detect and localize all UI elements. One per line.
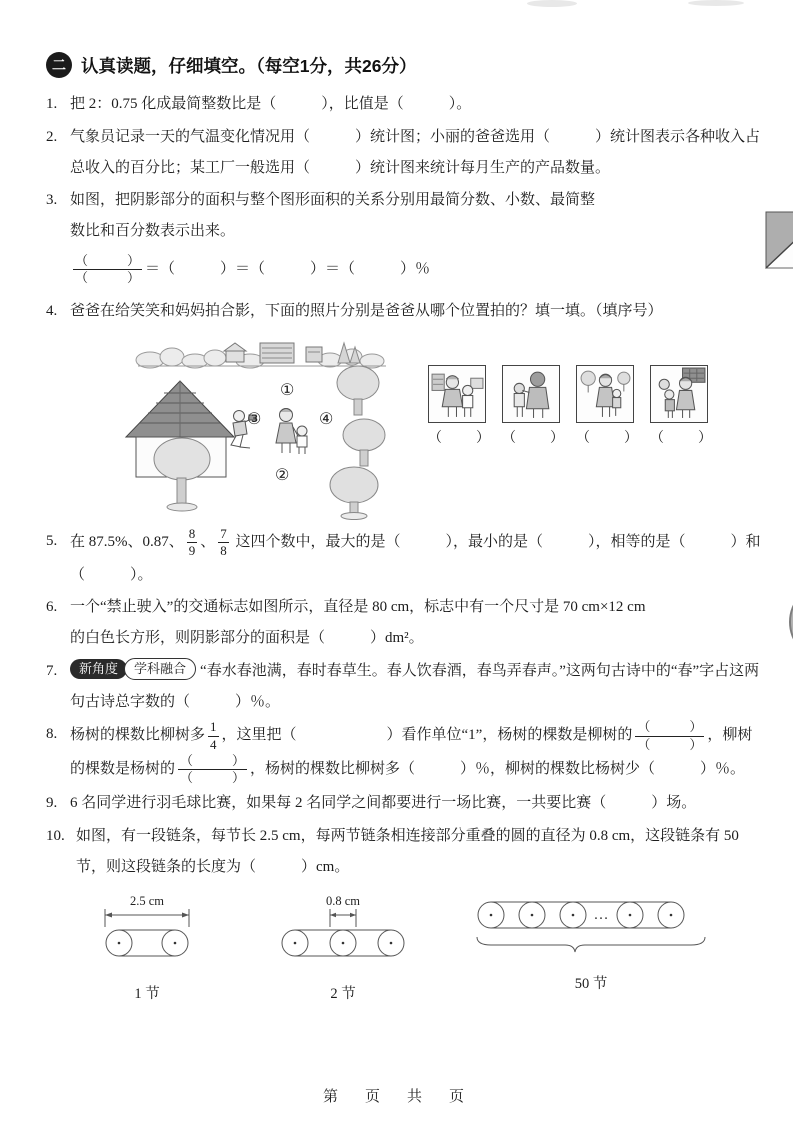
q3-shaded-figure [765,211,793,281]
q4-photo-4 [650,365,708,423]
chain-diagram-50-links [471,893,711,1000]
section-header [46,52,763,78]
question-number: 2. [46,128,58,145]
question-10 [46,821,763,1010]
q4-photo-1 [428,365,486,423]
chain-dim-label: 2.5 cm [129,893,165,908]
horizon-house-icon [224,343,246,362]
q4-photos [428,365,714,520]
question-text: 一个“禁止驶入”的交通标志如图所示，直径是 80 cm，标志中有一个尺寸是 70 cm×12 cm 的白色长方形，则阴影部分的面积是（ ）dm²。 [70,599,646,646]
question-text: ，这里把（ ）看作单位“1”，杨树的棵数是柳树的 [221,727,633,744]
q7-badge-subject-fusion: 学科融合 [124,658,196,680]
mother-and-child-icon [276,409,307,455]
fraction-7-8: $\frac{7}{8}$ [220,526,227,559]
q3-fraction-blank: $\frac{( )}{( )}$ [75,252,141,285]
q4-photo-2 [502,365,560,423]
chain-diagram-2-links [273,893,413,1010]
chain-50-svg [471,893,711,957]
q3-answer-blanks [70,253,603,287]
q6-no-entry-sign [787,580,793,676]
q10-chain-diagrams [101,893,763,1010]
question-text: 气象员记录一天的气温变化情况用（ ）统计图；小丽的爸爸选用（ ）统计图表示各种收入占总收入的百分比；某工厂一般选用（ ）统计图来统计每月生产的产品数量。 [70,128,761,176]
question-5 [46,526,763,590]
fraction-1-4: $\frac{1}{4}$ [210,719,217,752]
question-number: 7. [46,662,58,679]
question-text: 爸爸在给笑笑和妈妈拍合影，下面的照片分别是爸爸从哪个位置拍的？填一填。（填序号） [70,303,663,320]
photo-blank: （ ） [502,431,566,446]
no-entry-sign-icon [787,580,793,664]
question-text: 如图，有一段链条，每节长 2.5 cm，每两节链条相连接部分重叠的圆的直径为 0.8 cm，这段链条有 50 节，则这段链条的长度为（ ）cm。 [76,828,739,875]
question-number: 9. [46,795,58,812]
fraction-8-9: $\frac{8}{9}$ [188,526,196,559]
question-number: 8. [46,726,58,743]
chain-ellipsis: … [593,906,609,923]
horizon-buildings-icon [260,343,322,363]
chain-1-svg [101,893,193,967]
question-text: “春水春池满，春时春草生。春人饮春酒，春鸟弄春声。”这两句古诗中的“春”字占这两句古诗总字数的（ ）％。 [70,662,760,710]
section-number-icon: 二 [46,52,72,78]
question-9 [46,788,763,819]
question-6 [46,592,763,654]
question-number: 4. [46,303,58,320]
q4-figure [100,335,763,520]
question-3 [46,185,763,286]
scan-artifact [688,0,744,6]
q8-fraction-blank-2: $\frac{( )}{( )}$ [180,752,246,785]
chain-caption: 1 节 [134,986,160,1003]
q3-equation-blanks: ＝（ ）＝（ ）＝（ ）％ [145,261,431,278]
question-text: ，柳树的棵数是杨树的 [70,727,753,777]
position-label-2: ② [275,467,290,484]
right-trees-icon [330,366,385,520]
chain-caption: 2 节 [330,986,356,1003]
photo-blank: （ ） [576,431,640,446]
q4-photo-item-1 [428,365,492,454]
question-text: 杨树的棵数比柳树多 [70,727,206,744]
chain-dim-label: 0.8 cm [325,893,361,908]
question-text: 这四个数中，最大的是（ ），最小的是（ ），相等的是（ ）和（ ）。 [70,534,761,583]
question-text: ，杨树的棵数比柳树多（ ）％，柳树的棵数比杨树少（ ）％。 [250,760,746,777]
chain-caption: 50 节 [574,976,608,993]
position-label-4: ④ [319,411,334,428]
q4-photo-item-3 [576,365,640,454]
q8-fraction-blank-1: $\frac{( )}{( )}$ [637,719,703,752]
question-text: 在 87.5%、0.87、 [70,534,184,551]
question-2 [46,122,763,184]
q4-photo-item-4 [650,365,714,454]
question-number: 1. [46,96,58,112]
question-number: 10. [46,828,65,844]
q4-photo-3 [576,365,634,423]
q7-badge-new-angle: 新角度 [70,659,127,679]
page-footer: 第 页 共 页 [322,1089,470,1105]
q4-photo-item-2 [502,365,566,454]
question-number: 6. [46,599,58,616]
photo-blank: （ ） [650,431,714,446]
question-text: 如图，把阴影部分的面积与整个图形面积的关系分别用最简分数、小数、最简整数比和百分数表示出来。 [70,192,596,239]
question-1 [46,89,763,120]
q3-figure-svg [765,211,793,269]
chain-2-svg [273,893,413,967]
q4-scene-illustration [100,335,400,520]
question-number: 5. [46,533,58,549]
question-text: 把 2：0.75 化成最简整数比是（ ），比值是（ ）。 [70,96,472,112]
question-text: 6 名同学进行羽毛球比赛，如果每 2 名同学之间都要进行一场比赛，一共要比赛（ ）场。 [70,795,697,812]
photo-blank: （ ） [428,431,492,446]
position-label-1: ① [280,382,295,399]
question-number: 3. [46,192,58,209]
question-4 [46,296,763,520]
question-7 [46,656,763,718]
question-text: 、 [200,534,216,551]
position-label-3: ③ [247,411,262,428]
front-tree-icon [154,438,210,511]
chain-diagram-1-link [101,893,193,1010]
section-title: 认真读题，仔细填空。（每空1分，共26分） [81,55,417,76]
question-8 [46,719,763,786]
scan-artifact [527,0,577,7]
